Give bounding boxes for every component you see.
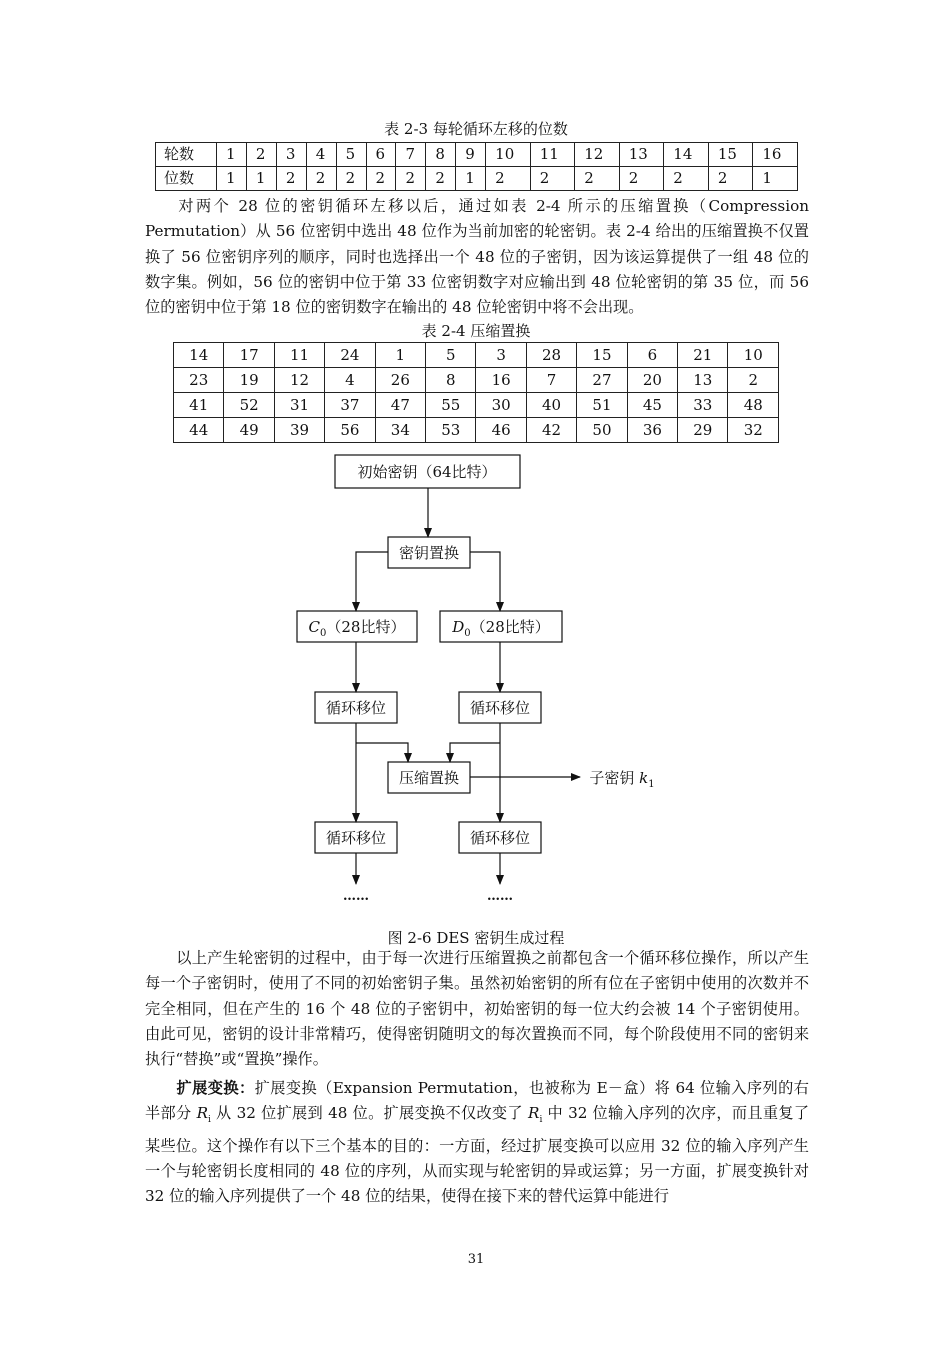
ri-subscript: i <box>208 1115 211 1126</box>
table-cell: 15 <box>708 143 753 167</box>
table-cell: 2 <box>728 368 779 393</box>
table-cell: 1 <box>246 167 276 191</box>
table-cell: 2 <box>396 167 426 191</box>
table-cell: 47 <box>375 393 425 418</box>
subkey-text: 子密钥 <box>589 769 640 787</box>
table-cell: 32 <box>728 418 779 443</box>
table-cell: 23 <box>174 368 224 393</box>
arrow-line <box>470 552 500 611</box>
table-cell: 21 <box>678 343 728 368</box>
paragraph-3-bold-lead: 扩展变换： <box>176 1079 255 1097</box>
table-cell: 2 <box>664 167 709 191</box>
table-cell: 53 <box>426 418 476 443</box>
ri-variable: R <box>528 1104 540 1123</box>
table-cell: 5 <box>336 143 366 167</box>
table-2-4-caption: 表 2-4 压缩置换 <box>421 322 531 340</box>
table-cell: 44 <box>174 418 224 443</box>
d0-rest: （28比特） <box>470 618 550 636</box>
table-cell: 9 <box>456 143 486 167</box>
table-cell: 1 <box>217 167 247 191</box>
table-cell: 46 <box>476 418 526 443</box>
table-cell: 28 <box>526 343 576 368</box>
table-cell: 11 <box>530 143 575 167</box>
key-permutation-label: 密钥置换 <box>398 544 460 562</box>
table-cell: 1 <box>753 167 798 191</box>
table-cell: 39 <box>274 418 324 443</box>
paragraph-2-text: 以上产生轮密钥的过程中，由于每一次进行压缩置换之前都包含一个循环移位操作，所以产生每一个子密钥时，使用了不同的初始密钥子集。虽然初始密钥的所有位在子密钥中使用的次数并不完全相同，但在产生的 16 个 48 位的子密钥中，初始密钥的每一位大约会被 14 个子密钥使用。由此可见，密钥的设计非常精巧，使得密钥随明文的每次置换而不同，每个阶段使用不同的密钥来执行“替换”或“置换”操作。 <box>145 949 809 1069</box>
paragraph-1-text: 对两个 28 位的密钥循环左移以后，通过如表 2-4 所示的压缩置换（Compression Permutation）从 56 位密钥中选出 48 位作为当前加密的轮密钥。表 2-4 给出的压缩置换不仅置换了 56 位密钥序列的顺序，同时也选择出一个 48 位的子密钥，因为该运算提供了一组 48 位的数字集。例如，56 位的密钥中位于第 33 位密钥数字对应输出到 48 位轮密钥的第 35 位，而 56 位的密钥中位于第 18 位的密钥数字在输出的 48 位轮密钥中将不会出现。 <box>145 197 809 317</box>
table-cell: 2 <box>366 167 396 191</box>
table-cell: 52 <box>224 393 274 418</box>
table-cell: 1 <box>217 143 247 167</box>
d0-letter: D <box>452 618 465 636</box>
table-cell: 12 <box>575 143 620 167</box>
ri-subscript: i <box>539 1115 543 1126</box>
table-cell: 8 <box>426 143 456 167</box>
table-cell: 13 <box>619 143 664 167</box>
table-cell: 11 <box>274 343 324 368</box>
table-cell: 2 <box>708 167 753 191</box>
table-cell: 30 <box>476 393 526 418</box>
c0-label <box>309 618 406 639</box>
shift-label-right-2: 循环移位 <box>469 829 531 847</box>
table-cell: 1 <box>375 343 425 368</box>
subkey-k: k <box>639 769 649 787</box>
table-cell: 3 <box>476 343 526 368</box>
table-cell: 2 <box>575 167 620 191</box>
table-cell: 8 <box>426 368 476 393</box>
arrow-line <box>356 552 388 611</box>
table-cell: 7 <box>396 143 426 167</box>
page-number: 31 <box>467 1252 485 1267</box>
table-cell: 15 <box>577 343 627 368</box>
c0-letter: C <box>308 618 321 636</box>
table-cell: 48 <box>728 393 779 418</box>
table-cell: 49 <box>224 418 274 443</box>
table-cell: 2 <box>336 167 366 191</box>
table-cell: 12 <box>274 368 324 393</box>
paragraph-2 <box>145 946 809 1072</box>
table-cell: 6 <box>366 143 396 167</box>
ri-variable: R <box>196 1104 209 1123</box>
paragraph-3-text-2: 从 32 位扩展到 48 位。扩展变换不仅改变了 <box>210 1104 529 1123</box>
table-cell: 19 <box>224 368 274 393</box>
table-cell: 41 <box>174 393 224 418</box>
table-cell: 34 <box>375 418 425 443</box>
table-cell: 45 <box>627 393 677 418</box>
paragraph-3-text-3: 中 32 位输入序列的次序，而且重复了某些位。这个操作有以下三个基本的目的：一方面，经过扩展变换可以应用 32 位的输入序列产生一个与轮密钥长度相同的 48 位的序列，从而实现与轮密钥的异或运算；另一方面，扩展变换针对 32 位的输入序列提供了一个 48 位的结果，使得在接下来的替代运算中能进行 <box>145 1104 810 1206</box>
paragraph-3-text-1: 扩展变换（Expansion Permutation，也被称为 E－盒）将 64 位输入序列的右半部分 <box>145 1079 809 1123</box>
table-2-3-caption: 表 2-3 每轮循环左移的位数 <box>384 120 568 138</box>
table-cell: 56 <box>325 418 375 443</box>
table-cell: 6 <box>627 343 677 368</box>
table-cell: 29 <box>678 418 728 443</box>
table-cell: 13 <box>678 368 728 393</box>
c0-rest: （28比特） <box>326 618 406 636</box>
table-cell: 2 <box>276 167 306 191</box>
initial-key-label: 初始密钥（64比特） <box>357 463 497 481</box>
d0-label <box>451 618 550 639</box>
table-cell: 2 <box>426 167 456 191</box>
table-cell: 31 <box>274 393 324 418</box>
table-cell: 50 <box>577 418 627 443</box>
table-cell: 2 <box>246 143 276 167</box>
arrow-line <box>356 743 408 762</box>
table-cell: 16 <box>753 143 798 167</box>
d0-subscript: 0 <box>464 628 471 639</box>
table-cell: 14 <box>664 143 709 167</box>
figure-2-6-caption: 图 2-6 DES 密钥生成过程 <box>387 929 565 947</box>
table-cell: 1 <box>456 167 486 191</box>
table-cell: 36 <box>627 418 677 443</box>
table-cell: 20 <box>627 368 677 393</box>
continuation-dots-left: …… <box>343 889 369 904</box>
table-cell: 14 <box>174 343 224 368</box>
paragraph-3 <box>145 1076 809 1210</box>
table-cell: 42 <box>526 418 576 443</box>
table-cell: 7 <box>526 368 576 393</box>
compression-label: 压缩置换 <box>398 769 460 787</box>
subkey-subscript: 1 <box>648 779 655 790</box>
table-cell: 10 <box>486 143 531 167</box>
table-cell: 26 <box>375 368 425 393</box>
table-cell: 2 <box>619 167 664 191</box>
shift-label-right-1: 循环移位 <box>469 699 531 717</box>
table-cell: 17 <box>224 343 274 368</box>
row-header: 轮数 <box>156 143 217 167</box>
arrow-line <box>450 743 500 762</box>
table-cell: 3 <box>276 143 306 167</box>
table-cell: 2 <box>306 167 336 191</box>
table-cell: 10 <box>728 343 779 368</box>
table-cell: 40 <box>526 393 576 418</box>
subkey-label <box>589 769 654 790</box>
table-cell: 16 <box>476 368 526 393</box>
table-cell: 55 <box>426 393 476 418</box>
table-cell: 33 <box>678 393 728 418</box>
c0-subscript: 0 <box>320 628 327 639</box>
table-cell: 2 <box>530 167 575 191</box>
shift-label-left-1: 循环移位 <box>325 699 387 717</box>
row-header: 位数 <box>156 167 217 191</box>
table-cell: 51 <box>577 393 627 418</box>
table-cell: 37 <box>325 393 375 418</box>
continuation-dots-right: …… <box>487 889 513 904</box>
shift-label-left-2: 循环移位 <box>325 829 387 847</box>
table-cell: 2 <box>486 167 531 191</box>
table-cell: 4 <box>325 368 375 393</box>
table-cell: 27 <box>577 368 627 393</box>
table-cell: 4 <box>306 143 336 167</box>
table-cell: 24 <box>325 343 375 368</box>
table-cell: 5 <box>426 343 476 368</box>
